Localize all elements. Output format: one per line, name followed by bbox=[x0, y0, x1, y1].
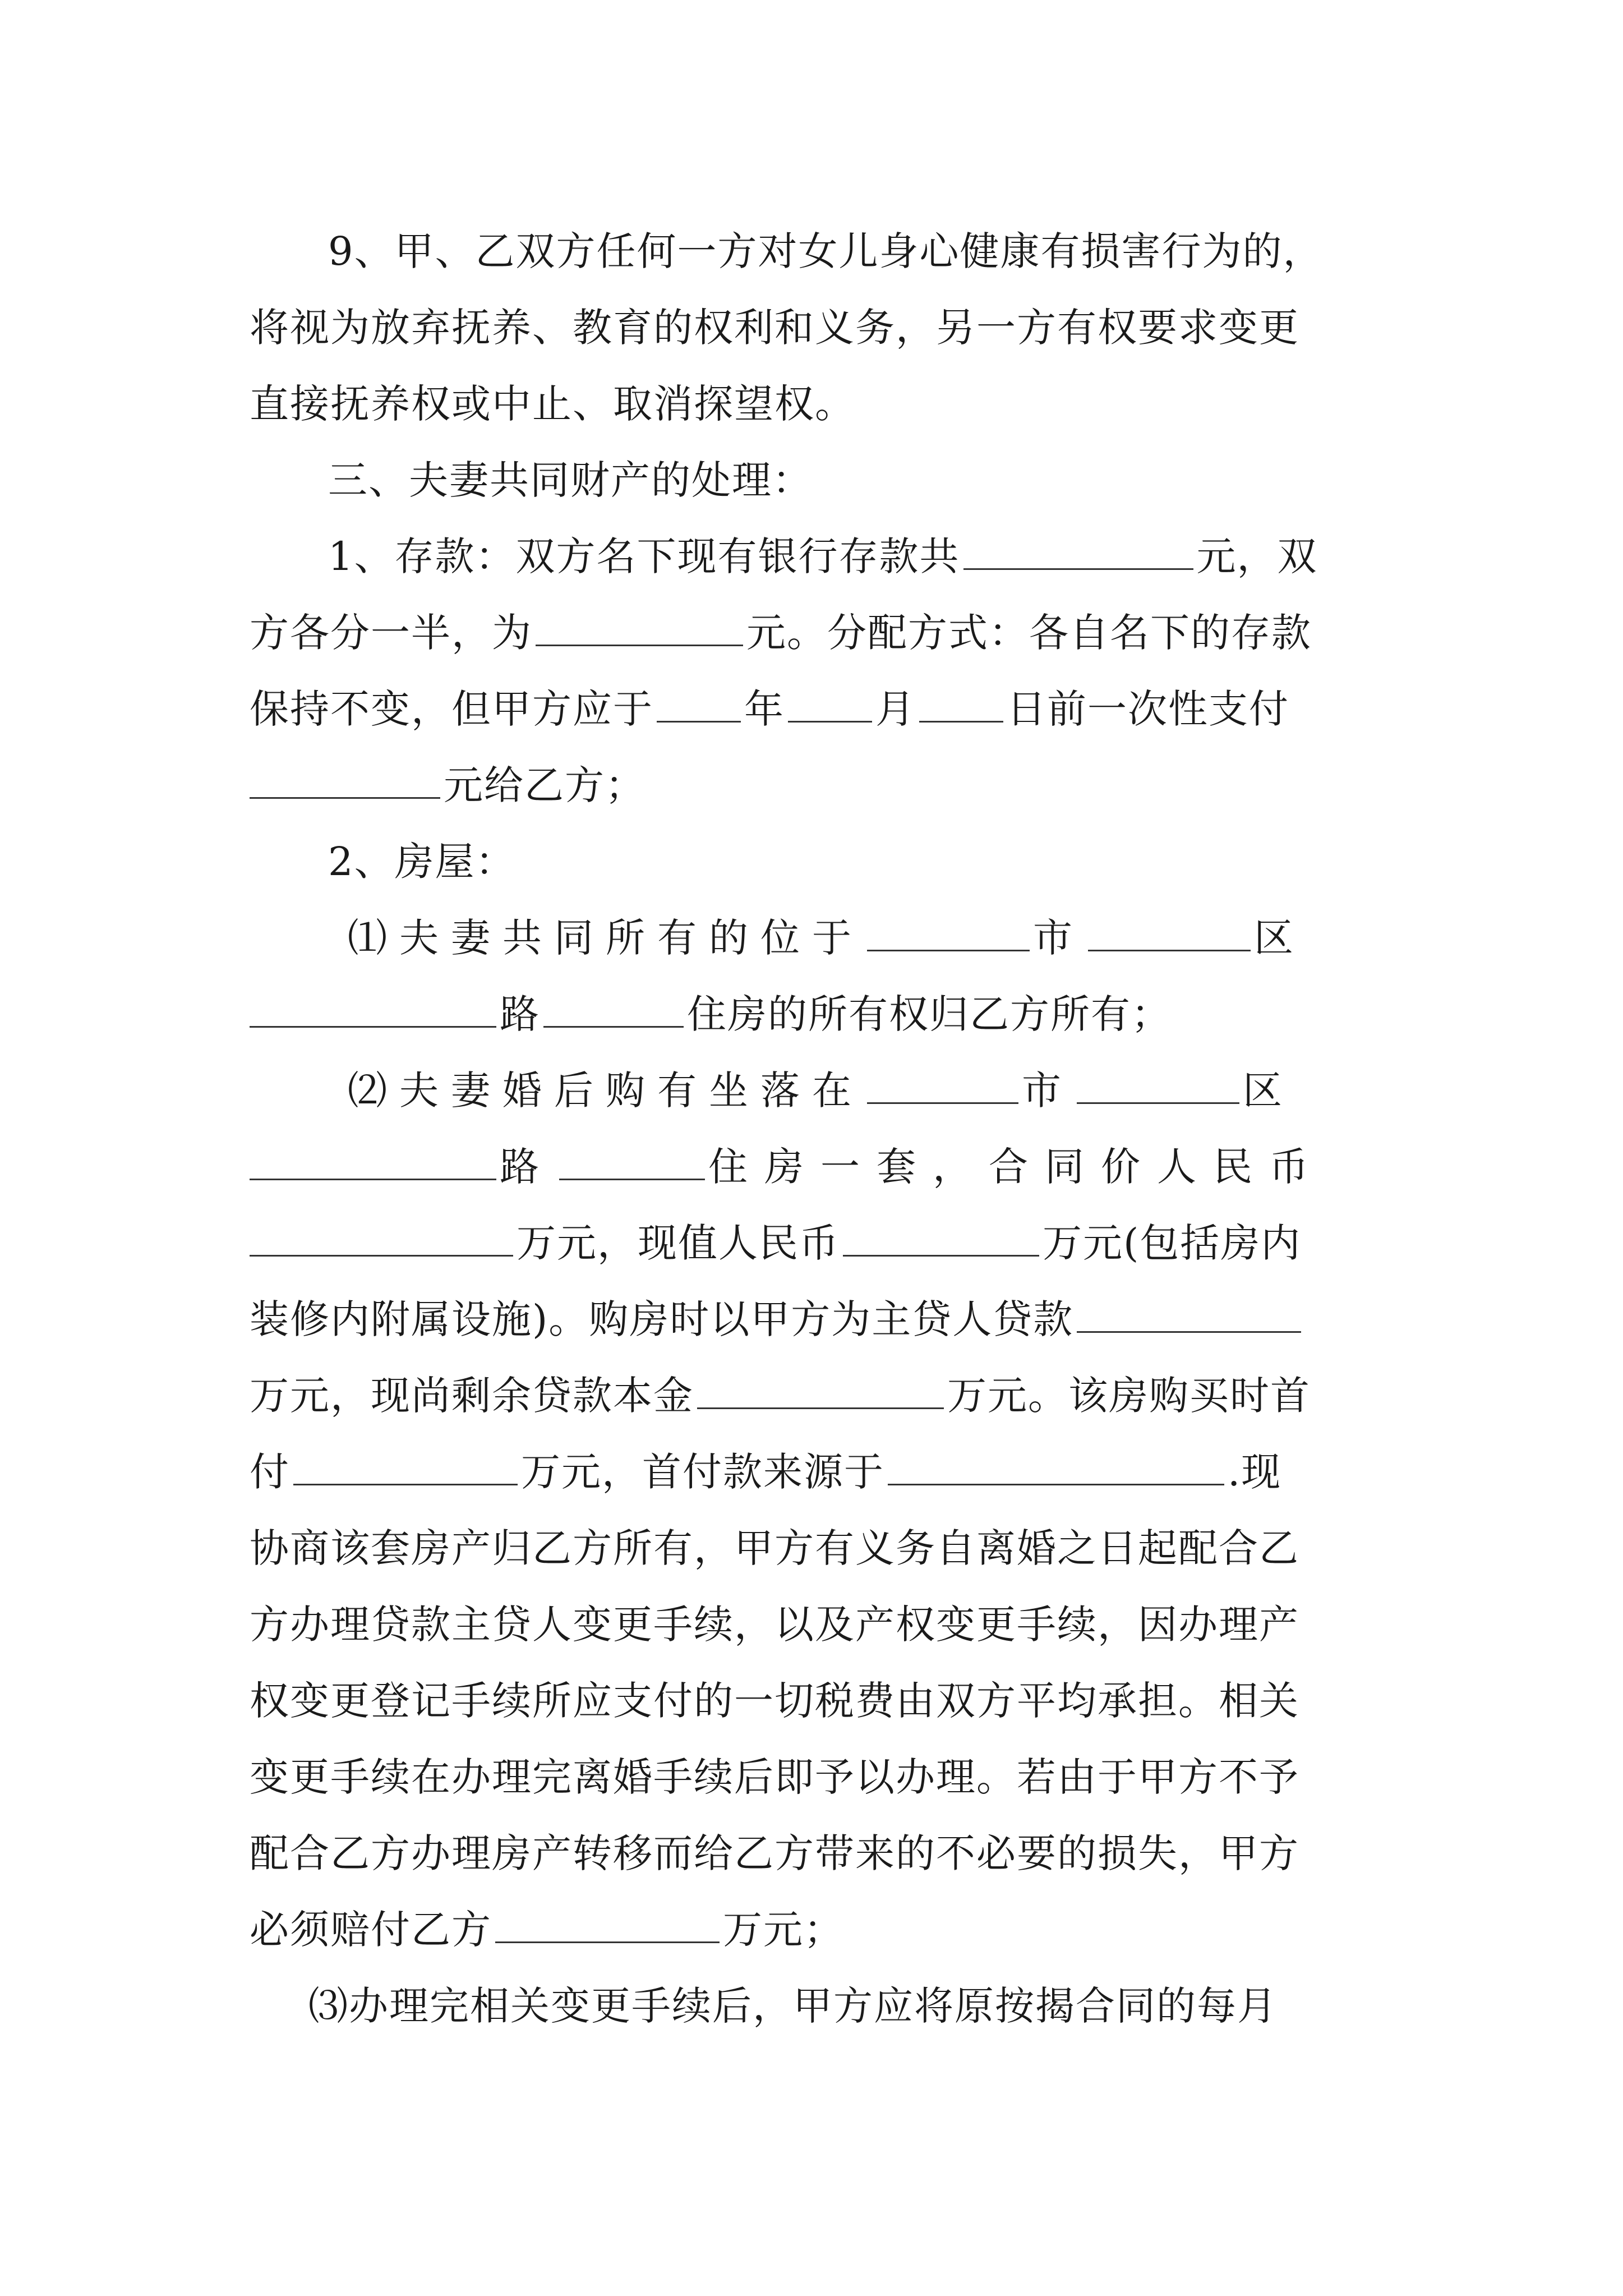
house-2-line-6 bbox=[250, 1434, 1388, 1510]
house-2-line-3 bbox=[250, 1205, 1388, 1281]
house-2-text: 万元，现尚剩余贷款本金 bbox=[250, 1373, 694, 1419]
house-2-text: 万元，首付款来源于 bbox=[521, 1449, 884, 1495]
paragraph-9-line-1: 9、甲、乙双方任何一方对女儿身心健康有损害行为的， bbox=[328, 228, 1324, 274]
house-2-text: 住房一套，合同价人民币 bbox=[708, 1144, 1325, 1190]
deposit-text: 元给乙方； bbox=[444, 762, 645, 808]
document-body bbox=[250, 213, 1388, 2044]
house-2-line-12 bbox=[250, 1892, 1388, 1968]
house-2-text: 区 bbox=[1243, 1068, 1294, 1114]
house-1-text: 路 bbox=[500, 991, 540, 1037]
blank-field bbox=[867, 1069, 1018, 1104]
section-3-heading: 三、夫妻共同财产的处理： bbox=[328, 457, 813, 503]
deposit-line-2 bbox=[250, 595, 1388, 671]
house-1-text: 住房的所有权归乙方所有； bbox=[687, 991, 1172, 1037]
house-2-text: 装修内附属设施)。购房时以甲方为主贷人贷款 bbox=[250, 1296, 1074, 1342]
deposit-text: 1、存款：双方名下现有银行存款共 bbox=[328, 533, 960, 579]
house-2-line-10: 变更手续在办理完离婚手续后即予以办理。若由于甲方不予 bbox=[250, 1754, 1299, 1800]
paragraph-9-line-2: 将视为放弃抚养、教育的权利和义务，另一方有权要求变更 bbox=[250, 305, 1299, 351]
house-2-text: 市 bbox=[1022, 1068, 1073, 1114]
house-2-line-4 bbox=[250, 1281, 1388, 1358]
house-2-text: 路 bbox=[500, 1144, 556, 1190]
house-heading: 2、房屋： bbox=[328, 839, 516, 885]
blank-field bbox=[843, 1221, 1039, 1257]
deposit-text: 月 bbox=[875, 686, 916, 732]
blank-field bbox=[697, 1374, 944, 1409]
deposit-text: 方各分一半，为 bbox=[250, 610, 532, 656]
house-2-line-9: 权变更登记手续所应支付的一切税费由双方平均承担。相关 bbox=[250, 1678, 1299, 1724]
house-1-text: ⑴夫妻共同所有的位于 bbox=[348, 915, 864, 961]
blank-field bbox=[919, 687, 1003, 723]
house-2-text: 万元，现值人民币 bbox=[517, 1220, 840, 1266]
blank-field bbox=[1077, 1069, 1239, 1104]
blank-field bbox=[788, 687, 872, 723]
blank-field bbox=[250, 763, 440, 799]
house-1-text: 区 bbox=[1254, 915, 1306, 961]
blank-field bbox=[543, 992, 684, 1028]
house-2-line-7: 协商该套房产归乙方所有，甲方有义务自离婚之日起配合乙 bbox=[250, 1525, 1299, 1571]
house-1-line-2 bbox=[250, 976, 1388, 1052]
blank-field bbox=[1077, 1297, 1301, 1333]
blank-field bbox=[250, 992, 496, 1028]
blank-field bbox=[250, 1145, 496, 1180]
house-2-line-5 bbox=[250, 1358, 1388, 1434]
blank-field bbox=[963, 535, 1193, 570]
house-2-line-1 bbox=[250, 1052, 1388, 1129]
deposit-text: 保持不变，但甲方应于 bbox=[250, 686, 653, 732]
blank-field bbox=[250, 1221, 513, 1257]
house-1-line-1 bbox=[250, 900, 1388, 976]
deposit-line-4 bbox=[250, 747, 1388, 823]
house-2-line-2 bbox=[250, 1129, 1388, 1205]
deposit-text: 元，双 bbox=[1196, 533, 1318, 579]
house-2-text: 万元。该房购买时首 bbox=[947, 1373, 1311, 1419]
house-3-line-1: ⑶办理完相关变更手续后，甲方应将原按揭合同的每月 bbox=[308, 1983, 1278, 2029]
house-2-text: 万元(包括房内 bbox=[1043, 1220, 1302, 1266]
house-1-text: 市 bbox=[1033, 915, 1085, 961]
deposit-text: 日前一次性支付 bbox=[1007, 686, 1289, 732]
blank-field bbox=[888, 1450, 1224, 1485]
blank-field bbox=[559, 1145, 705, 1180]
deposit-line-1 bbox=[250, 518, 1388, 595]
house-2-line-8: 方办理贷款主贷人变更手续，以及产权变更手续，因办理产 bbox=[250, 1602, 1299, 1648]
house-2-text: 万元； bbox=[723, 1907, 844, 1953]
blank-field bbox=[495, 1908, 720, 1943]
house-2-text: .现 bbox=[1228, 1449, 1282, 1495]
blank-field bbox=[293, 1450, 518, 1485]
deposit-line-3 bbox=[250, 671, 1388, 747]
blank-field bbox=[657, 687, 741, 723]
house-2-text: 必须赔付乙方 bbox=[250, 1907, 492, 1953]
blank-field bbox=[536, 611, 743, 646]
paragraph-9-line-3: 直接抚养权或中止、取消探望权。 bbox=[250, 381, 855, 427]
blank-field bbox=[867, 916, 1030, 951]
house-2-text: ⑵夫妻婚后购有坐落在 bbox=[348, 1068, 864, 1114]
house-2-text: 付 bbox=[250, 1449, 290, 1495]
house-2-line-11: 配合乙方办理房产转移而给乙方带来的不必要的损失，甲方 bbox=[250, 1830, 1299, 1876]
blank-field bbox=[1088, 916, 1251, 951]
deposit-text: 年 bbox=[744, 686, 785, 732]
deposit-text: 元。分配方式：各自名下的存款 bbox=[746, 610, 1312, 656]
